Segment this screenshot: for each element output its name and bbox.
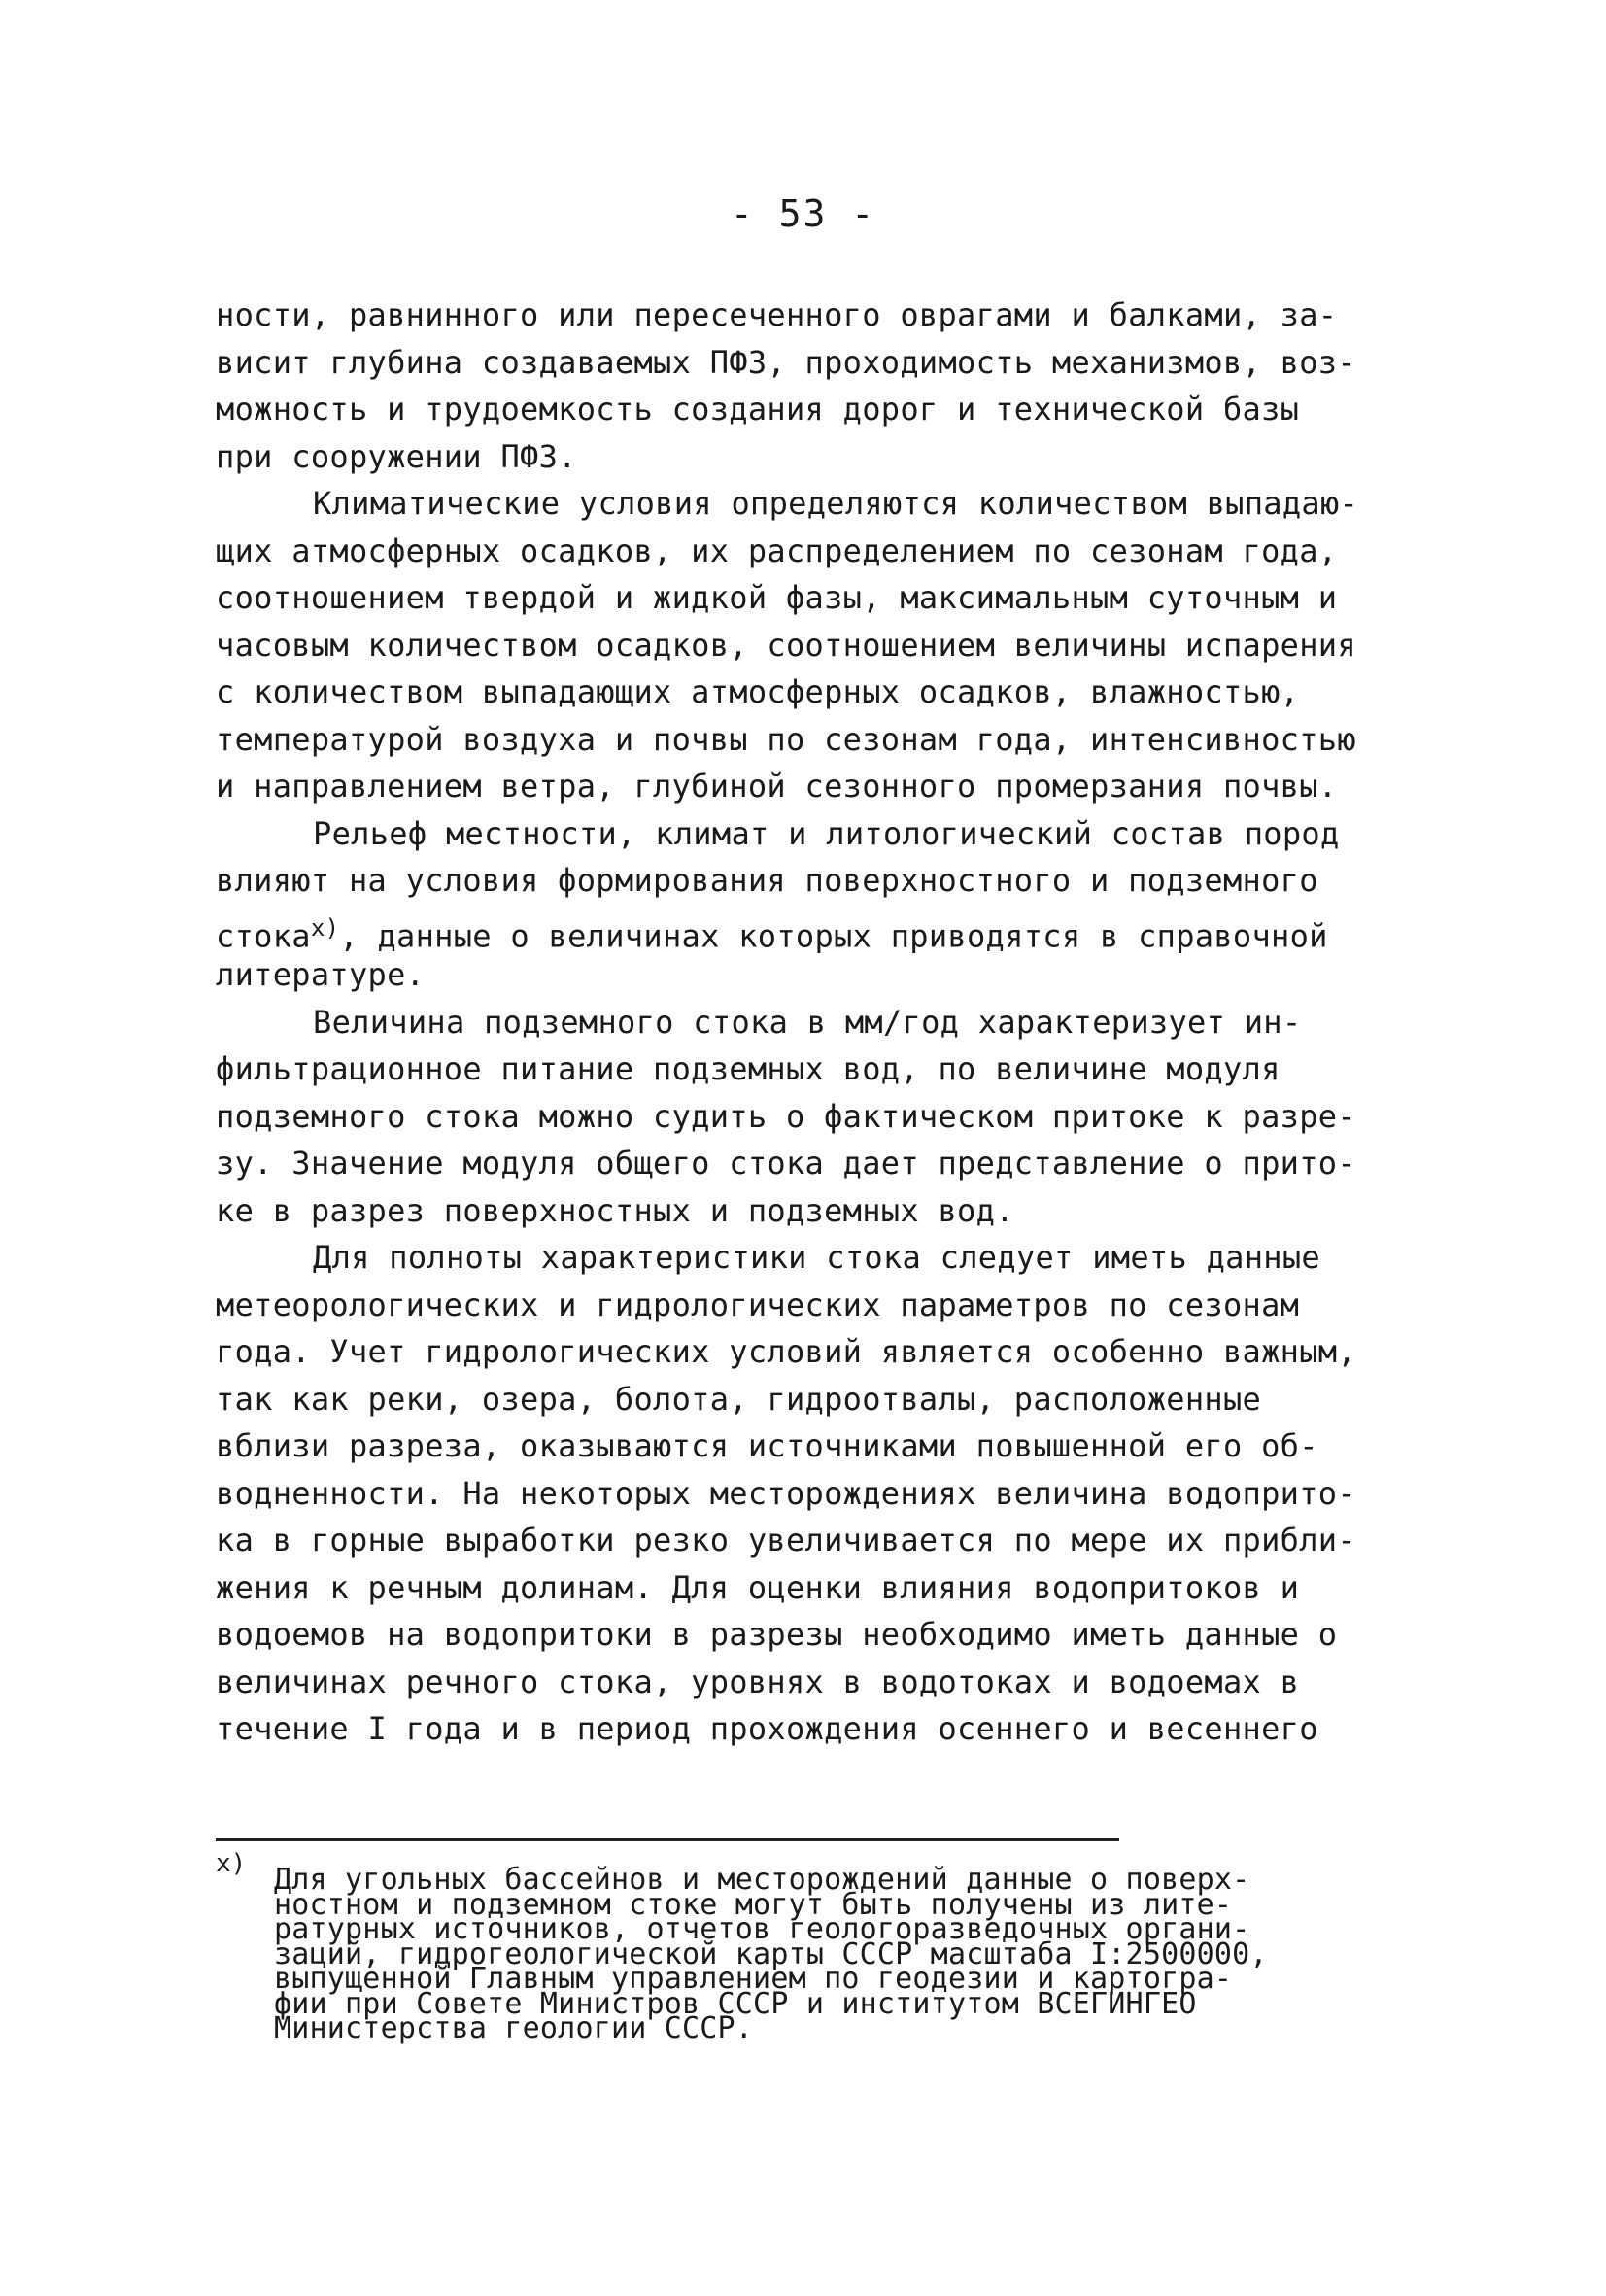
text-line [216, 905, 1411, 955]
text-line-content: зу. Значение модуля общего стока дает представление о прито- [216, 1145, 1356, 1182]
text-line-content: года. Учет гидрологических условий является особенно важным, [216, 1333, 1356, 1370]
footnote-line: Для угольных бассейнов и месторождений данные о поверх- [274, 1863, 1250, 1897]
footnote-line: заций, гидрогеологической карты СССР масштаба I:2500000, [274, 1936, 1268, 1971]
text-line [216, 433, 1411, 481]
text-line [216, 1093, 1411, 1141]
body-text [216, 291, 1411, 1753]
text-line-content: висит глубина создаваемых ПФЗ, проходимость механизмов, воз- [216, 343, 1356, 381]
footnote-line: фии при Совете Министров СССР и институтом ВСЕГИНГЕО [274, 1986, 1197, 2021]
text-line-content: с количеством выпадающих атмосферных осадков, влажностью, [216, 673, 1300, 710]
text-line-content: водоемов на водопритоки в разрезы необходимо иметь данные о [216, 1616, 1338, 1653]
text-line-content: Рельеф местности, климат и литологический состав пород [313, 814, 1340, 852]
text-line-content: Величина подземного стока в мм/год характеризует ин- [313, 1003, 1302, 1041]
text-line-content: стока [216, 917, 311, 955]
text-line [216, 810, 1411, 858]
text-line-content: часовым количеством осадков, соотношением величины испарения [216, 626, 1356, 664]
text-line [216, 1140, 1411, 1187]
text-line [216, 951, 1411, 999]
text-line [216, 1705, 1411, 1753]
footnote-line: ностном и подземном стоке могут быть получены из лите- [274, 1887, 1233, 1922]
text-line-content: жения к речным долинам. Для оценки влияния водопритоков и [216, 1568, 1300, 1606]
text-line-content: литературе. [216, 956, 426, 993]
text-line-content: Для полноты характеристики стока следует иметь данные [313, 1239, 1320, 1276]
footnote-line: Министерства геологии СССР. [274, 2011, 754, 2045]
text-line [216, 1564, 1411, 1612]
text-line [216, 1282, 1411, 1329]
text-line-content: ка в горные выработки резко увеличивается по мере их прибли- [216, 1522, 1356, 1559]
footnote-line: выпущенной Главным управлением по геодезии и картогра- [274, 1962, 1233, 1996]
footnote-text [274, 1863, 1401, 2045]
text-line-content: можность и трудоемкость создания дорог и технической базы [216, 391, 1300, 428]
text-line [216, 480, 1411, 528]
footnote-marker: x) [216, 1849, 247, 1878]
text-line-content: влияют на условия формирования поверхностного и подземного [216, 862, 1318, 899]
text-line-content: Климатические условия определяются количеством выпадаю- [313, 485, 1359, 522]
text-line [216, 999, 1411, 1046]
text-line [216, 1328, 1411, 1376]
text-line [216, 1517, 1411, 1564]
text-line [216, 1187, 1411, 1235]
text-line [216, 291, 1411, 339]
text-line [216, 668, 1411, 716]
text-line-content: фильтрационное питание подземных вод, по величине модуля [216, 1050, 1281, 1087]
text-line-content: температурой воздуха и почвы по сезонам года, интенсивностью [216, 720, 1356, 758]
text-line-content: величинах речного стока, уровнях в водотоках и водоемах в [216, 1662, 1300, 1700]
text-line-continuation: , данные о величинах которых приводятся в справочной [339, 917, 1328, 955]
text-line [216, 1234, 1411, 1282]
text-line-content: метеорологических и гидрологических параметров по сезонам [216, 1285, 1300, 1323]
text-line [216, 528, 1411, 575]
text-line-content: ке в разрез поверхностных и подземных вод. [216, 1191, 1014, 1229]
text-line [216, 622, 1411, 669]
text-line [216, 1376, 1411, 1423]
text-line [216, 716, 1411, 764]
text-line-content: и направлением ветра, глубиной сезонного промерзания почвы. [216, 768, 1338, 805]
page-number: - 53 - [730, 192, 876, 235]
text-line-content: вблизи разреза, оказываются источниками повышенной его об- [216, 1427, 1318, 1464]
text-line [216, 386, 1411, 433]
text-line [216, 763, 1411, 810]
text-line [216, 339, 1411, 387]
text-line [216, 857, 1411, 905]
text-line-content: соотношением твердой и жидкой фазы, максимальным суточным и [216, 579, 1338, 616]
text-line [216, 1611, 1411, 1659]
text-line-content: при сооружении ПФЗ. [216, 437, 577, 475]
text-line [216, 1422, 1411, 1470]
text-line-content: водненности. На некоторых месторождениях величина водоприто- [216, 1474, 1356, 1512]
text-line-content: подземного стока можно судить о фактическом притоке к разре- [216, 1097, 1356, 1135]
footnote-reference: x) [310, 913, 340, 942]
text-line-content: щих атмосферных осадков, их распределением по сезонам года, [216, 531, 1338, 569]
text-line-content: так как реки, озера, болота, гидроотвалы, расположенные [216, 1380, 1262, 1418]
text-line [216, 1045, 1411, 1093]
text-line-content: ности, равнинного или пересеченного оврагами и балками, за- [216, 296, 1338, 333]
text-line [216, 1470, 1411, 1518]
footnote-divider [216, 1838, 1119, 1841]
text-line [216, 1659, 1411, 1706]
text-line-content: течение I года и в период прохождения осеннего и весеннего [216, 1710, 1318, 1747]
text-line [216, 574, 1411, 622]
footnote-line: ратурных источников, отчетов геологоразведочных органи- [274, 1912, 1250, 1946]
